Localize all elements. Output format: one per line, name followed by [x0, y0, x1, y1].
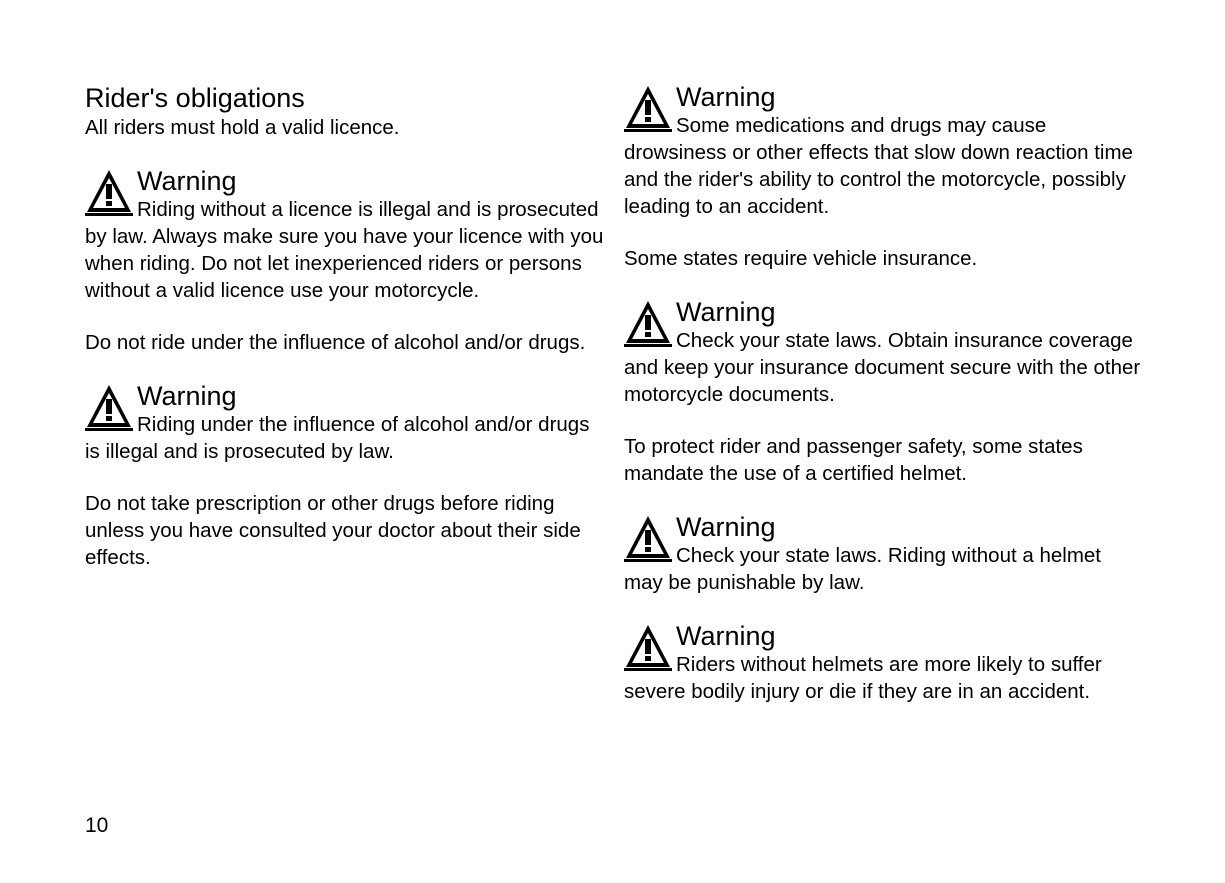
section-title: Rider's obligations — [85, 83, 305, 113]
warning-triangle-icon — [85, 168, 133, 216]
left-column — [85, 82, 605, 571]
warning-title: Warning — [137, 381, 237, 411]
warning-triangle-icon — [624, 84, 672, 132]
warning-title: Warning — [137, 166, 237, 196]
helmet-text: To protect rider and passenger safety, some states mandate the use of a certified helmet. — [624, 435, 1083, 485]
warning-title: Warning — [676, 82, 776, 112]
warning-insurance — [624, 297, 1144, 408]
alcohol-text: Do not ride under the influence of alcohol and/or drugs. — [85, 331, 586, 354]
warning-text: Some medications and drugs may cause drowsiness or other effects that slow down reaction time and the rider's ability to control the motorcycle, possibly leading to an accident. — [624, 114, 1133, 218]
insurance-text: Some states require vehicle insurance. — [624, 247, 978, 270]
warning-text: Check your state laws. Obtain insurance coverage and keep your insurance document secure with the other motorcycle documents. — [624, 329, 1141, 406]
drugs-text: Do not take prescription or other drugs before riding unless you have consulted your doctor about their side effects. — [85, 492, 581, 569]
page-number: 10 — [85, 814, 109, 837]
warning-helmet-injury — [624, 621, 1144, 705]
right-column — [624, 82, 1144, 705]
warning-licence — [85, 166, 605, 304]
warning-helmet-law — [624, 512, 1144, 596]
intro-text: All riders must hold a valid licence. — [85, 116, 400, 139]
warning-title: Warning — [676, 621, 776, 651]
warning-text: Riding without a licence is illegal and is prosecuted by law. Always make sure you have your licence with you when riding. Do not let inexperienced riders or persons without a valid licence use your motorcycle. — [85, 198, 604, 302]
warning-triangle-icon — [624, 514, 672, 562]
warning-text: Check your state laws. Riding without a helmet may be punishable by law. — [624, 544, 1102, 594]
warning-text: Riding under the influence of alcohol and/or drugs is illegal and is prosecuted by law. — [85, 413, 590, 463]
warning-triangle-icon — [624, 623, 672, 671]
warning-triangle-icon — [85, 383, 133, 431]
warning-triangle-icon — [624, 299, 672, 347]
warning-alcohol — [85, 381, 605, 465]
warning-text: Riders without helmets are more likely to suffer severe bodily injury or die if they are in an accident. — [624, 653, 1102, 703]
warning-medications — [624, 82, 1144, 220]
warning-title: Warning — [676, 512, 776, 542]
warning-title: Warning — [676, 297, 776, 327]
